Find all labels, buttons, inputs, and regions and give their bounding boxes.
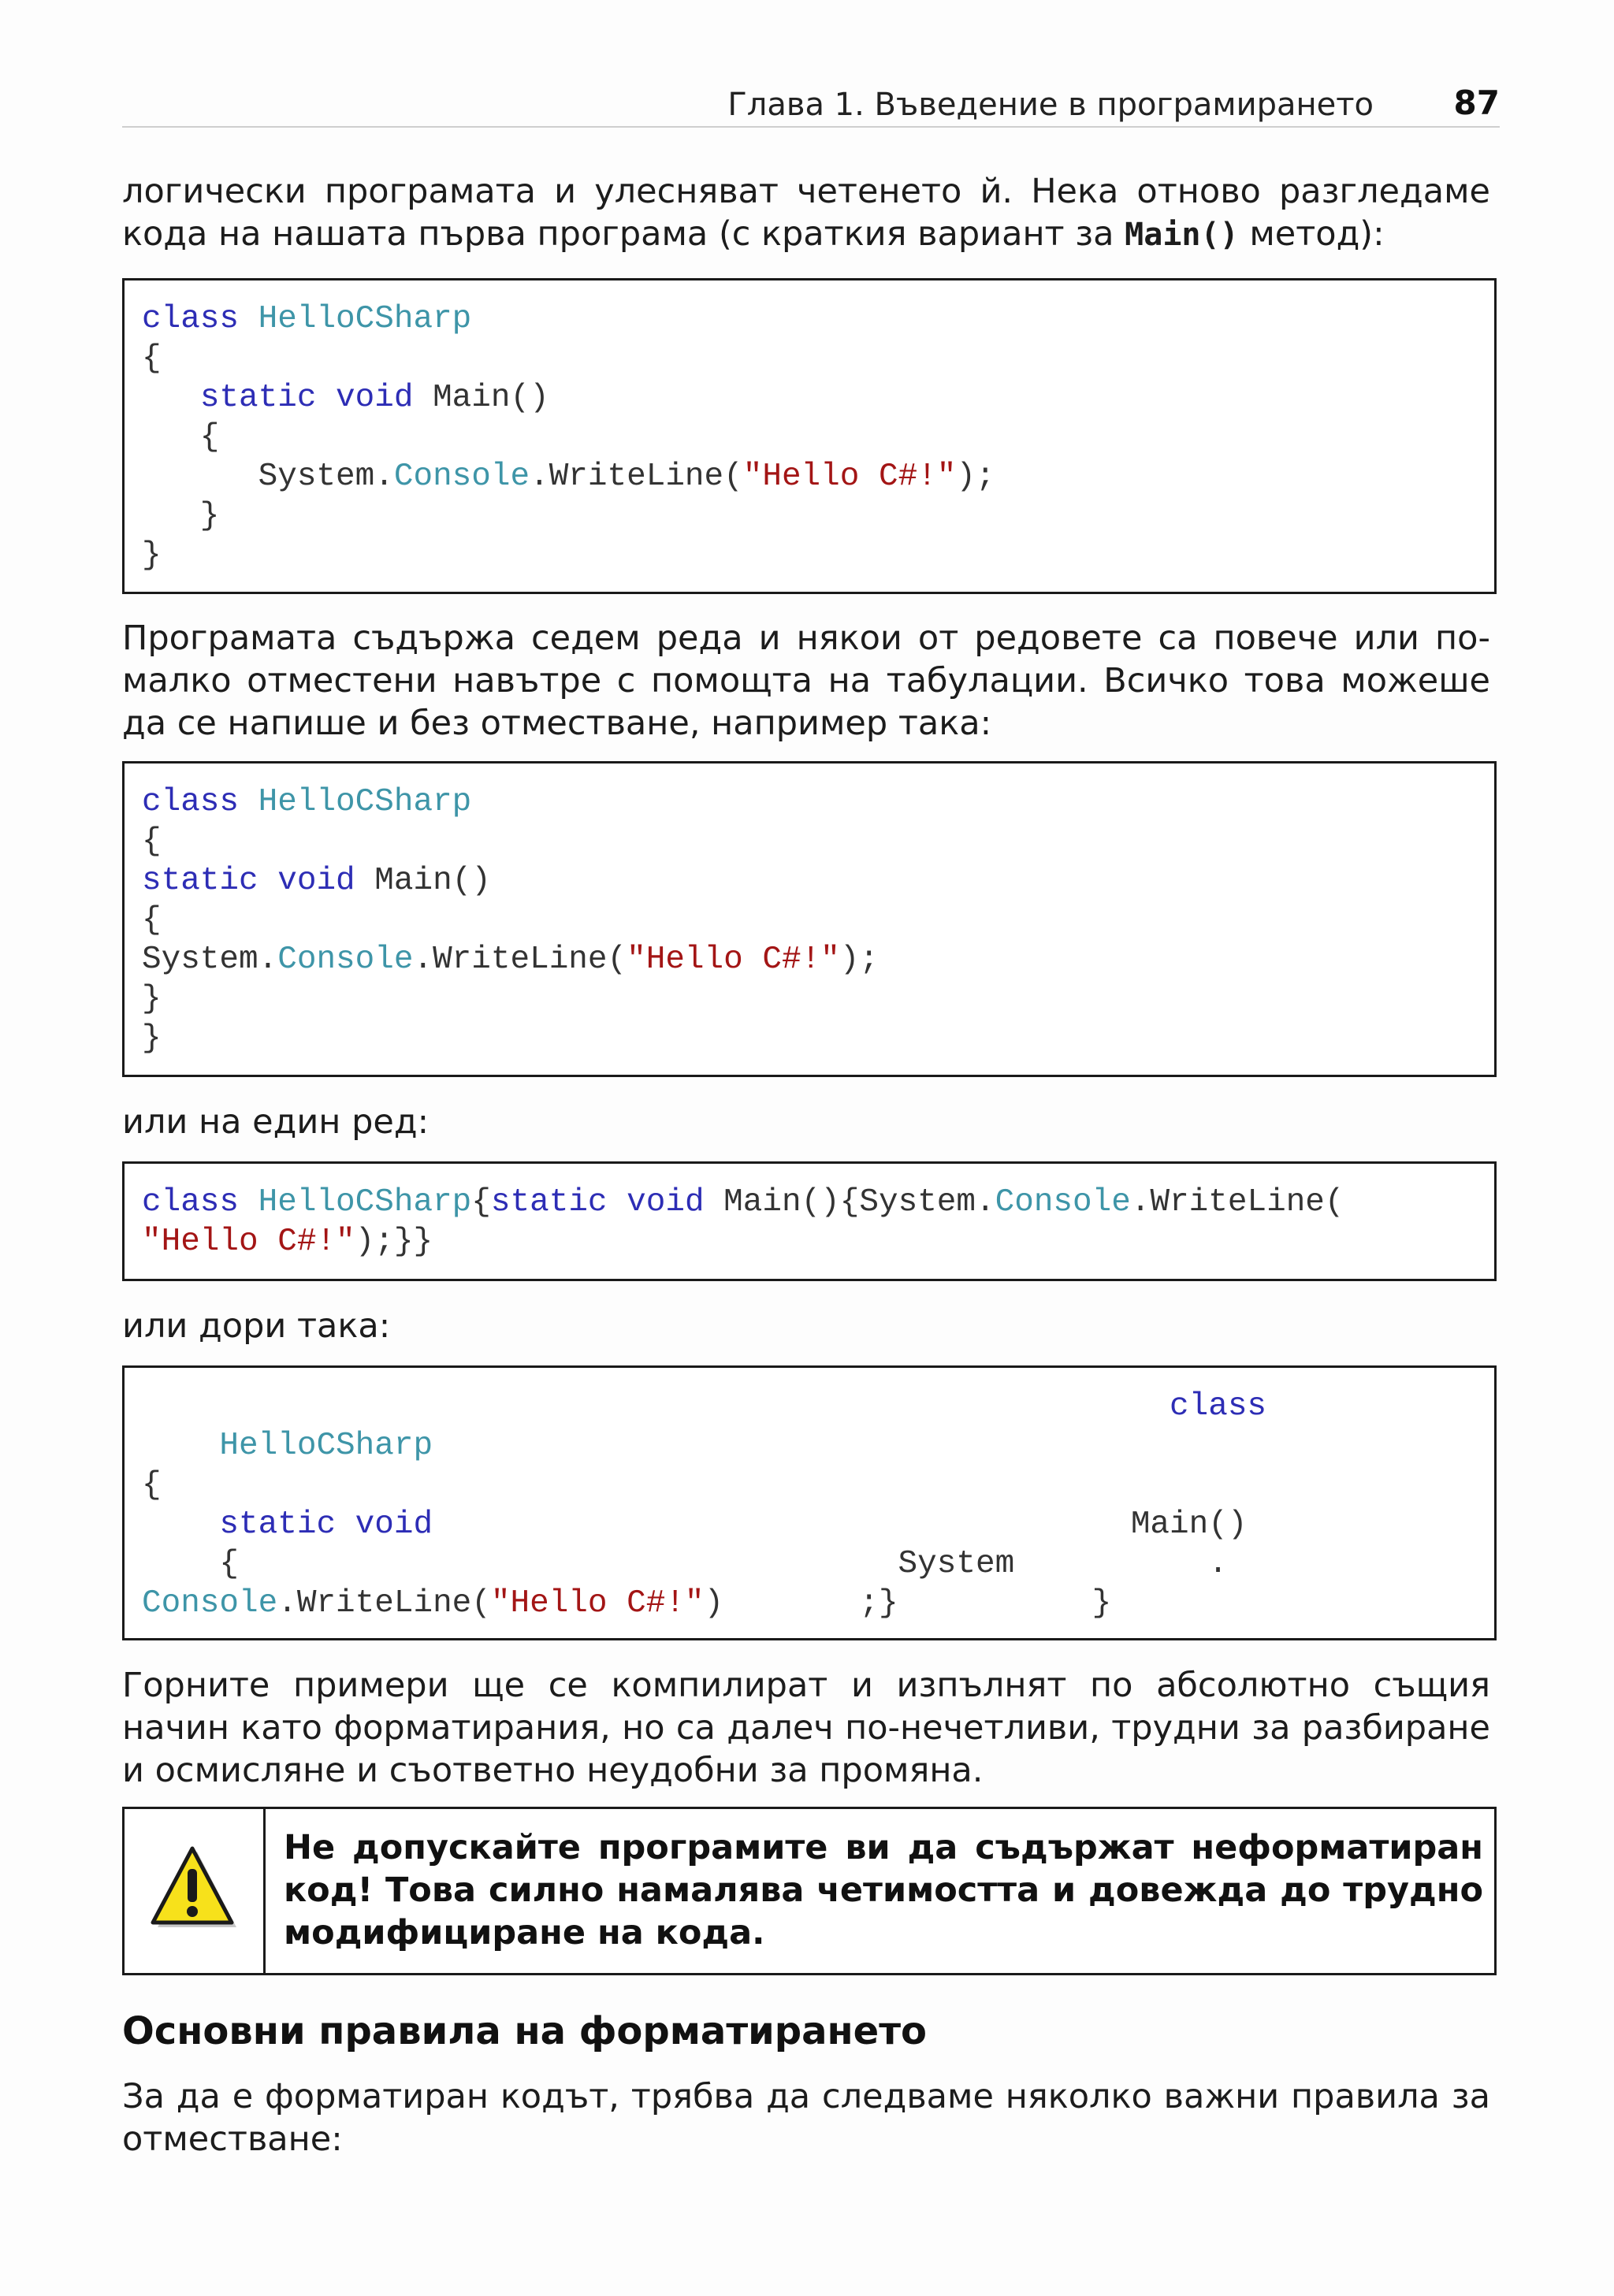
chapter-title: Глава 1. Въведение в програмирането [727, 87, 1374, 123]
code-text [142, 1428, 219, 1464]
code-text: .WriteLine( [277, 1585, 491, 1622]
code-text: .WriteLine( [1130, 1184, 1344, 1220]
code-text: { System . [142, 1546, 1228, 1582]
code-listing [142, 1183, 1344, 1261]
inline-code-main: Main() [1125, 217, 1239, 253]
code-type: HelloCSharp [219, 1428, 433, 1464]
code-text [316, 380, 336, 416]
code-text: ); [839, 942, 879, 978]
code-string: "Hello C#!" [490, 1585, 705, 1622]
paragraph-intro-text-1: логически програмата и улесняват четенето й. Нека отново разгледаме кода на нашата първа програма (с краткия вариант за [122, 172, 1490, 254]
paragraph-one-line: или на един ред: [122, 1102, 430, 1142]
code-text [258, 863, 278, 899]
code-keyword: class [142, 1184, 240, 1220]
code-listing [142, 1387, 1266, 1623]
code-keyword: class [142, 301, 240, 337]
code-text [608, 1184, 627, 1220]
code-keyword: static [142, 863, 258, 899]
code-block-single-line [122, 1161, 1497, 1281]
code-text: { [142, 902, 162, 938]
code-text: } [142, 537, 162, 574]
code-type: Console [393, 459, 530, 495]
code-keyword: class [1170, 1388, 1267, 1425]
code-block-scrambled [122, 1365, 1497, 1640]
warning-icon-cell [125, 1809, 266, 1973]
code-type: HelloCSharp [258, 784, 472, 820]
paragraph-seven-lines: Програмата съдържа седем реда и някои от редовете са повече или по-малко отместени навътре с помощта на табулации. Всичко това можеше да се напише и без отместване, например така: [122, 619, 1490, 743]
warning-icon [148, 1845, 240, 1937]
code-text: System. [142, 942, 278, 978]
code-text [336, 1507, 355, 1543]
paragraph-intro [122, 170, 1490, 256]
code-text: { [142, 340, 162, 377]
warning-text: Не допускайте програмите ви да съдържат неформатиран код! Това силно намалява четимостта и довежда до трудно модифициране на кода. [284, 1828, 1483, 1952]
paragraph-even-so: или дори така: [122, 1306, 391, 1346]
page-number: 87 [1453, 84, 1500, 122]
code-text: ); [956, 459, 995, 495]
code-text [142, 380, 200, 416]
code-keyword: void [355, 1507, 433, 1543]
code-type: Console [277, 942, 414, 978]
code-type: Console [142, 1585, 278, 1622]
code-text: { [142, 419, 220, 455]
code-text: { [142, 1467, 162, 1503]
code-text [239, 1184, 258, 1220]
code-text: } [142, 1020, 162, 1057]
paragraph-rules-intro: За да е форматиран кодът, трябва да следваме няколко важни правила за отместване: [122, 2077, 1490, 2159]
section-heading: Основни правила на форматирането [122, 2009, 928, 2053]
code-text: Main(){System. [704, 1184, 995, 1220]
code-type: HelloCSharp [258, 1184, 472, 1220]
code-text [142, 1388, 1170, 1425]
code-string: "Hello C#!" [142, 1224, 355, 1260]
code-keyword: void [277, 863, 355, 899]
code-text: Main() [355, 863, 491, 899]
code-keyword: void [336, 380, 414, 416]
code-text: System. [142, 459, 394, 495]
code-keyword: class [142, 784, 240, 820]
code-type: Console [995, 1184, 1131, 1220]
warning-box [122, 1807, 1497, 1975]
code-listing [142, 299, 995, 575]
code-text [239, 301, 258, 337]
running-header [122, 79, 1500, 128]
code-block-unindented [122, 761, 1497, 1077]
code-text: .WriteLine( [413, 942, 627, 978]
code-keyword: static [219, 1507, 337, 1543]
paragraph-conclusion: Горните примери ще се компилират и изпълнят по абсолютно същия начин като форматирания, но са далеч по-нечетливи, трудни за разбиране и осмисляне и съответно неудобни за промяна. [122, 1666, 1490, 1790]
code-string: "Hello C#!" [742, 459, 957, 495]
code-text [239, 784, 258, 820]
code-text: { [471, 1184, 491, 1220]
code-text: } [142, 498, 220, 534]
code-text: Main() [433, 1507, 1248, 1543]
code-text: ) ;} } [704, 1585, 1112, 1622]
code-text: );}} [355, 1224, 433, 1260]
code-text: } [142, 981, 162, 1017]
code-listing [142, 782, 879, 1058]
code-text: Main() [413, 380, 549, 416]
code-keyword: static [490, 1184, 608, 1220]
code-text [142, 1507, 219, 1543]
code-keyword: void [627, 1184, 705, 1220]
code-keyword: static [199, 380, 317, 416]
paragraph-intro-text-2: метод): [1238, 214, 1385, 254]
code-text: .WriteLine( [530, 459, 743, 495]
code-string: "Hello C#!" [627, 942, 840, 978]
code-text: { [142, 823, 162, 860]
code-block-formatted [122, 278, 1497, 594]
code-type: HelloCSharp [258, 301, 472, 337]
